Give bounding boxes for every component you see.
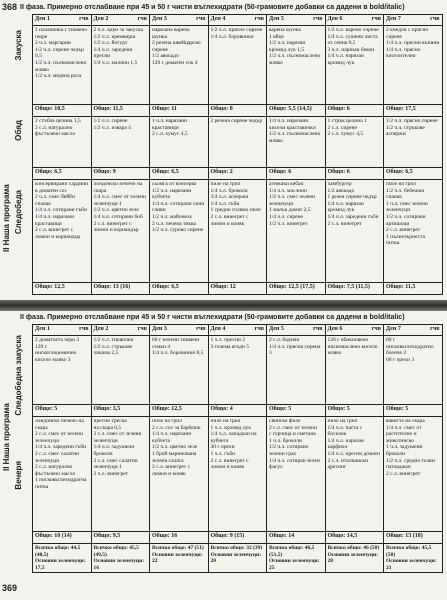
day-header bbox=[91, 325, 150, 336]
phase-title: II фаза. Примерно отслабване при 45 и 50 г чисти въглехидрати (50-грамовите добавки са дадени в bold/italic) bbox=[20, 314, 405, 321]
meal-items: пиле на грил 1 ч.л. кромид лук 1/4 ч.л. лападкан на кубчета 30 г орехи 1 ч.л. гъби 2 с.л. винегрет с лимон и коняк bbox=[210, 418, 257, 471]
meal-row bbox=[33, 336, 443, 405]
meal-label: Обяд bbox=[14, 120, 23, 141]
meal-cell bbox=[267, 180, 326, 283]
meal-items: 1/2 ч.л. прясно сирене 1/2 ч.л. стръкове аспержи bbox=[386, 118, 438, 138]
meal-cell bbox=[208, 180, 267, 283]
total-cell: Общо: 13 (16) bbox=[91, 283, 150, 295]
meal-items: пиле на грил 1/4 ч.л. паста с босилек 1/4 ч.л. нарязан карфиол 1/4 ч.л. пресни домати 2 с.л. италиански дресинг bbox=[327, 418, 381, 471]
unit-label: гчв bbox=[196, 326, 206, 332]
total-cell: Общо: 6 bbox=[325, 105, 384, 117]
meal-row bbox=[33, 26, 443, 105]
meal-cell bbox=[384, 117, 443, 168]
total-cell: Общо: 6,5 bbox=[150, 168, 209, 180]
meal-items: 1/4 ч.л. нарязани кисели краставички 1/2 ч.л. пълномаслено мляко bbox=[269, 118, 321, 144]
day-label: Ден 7 bbox=[386, 16, 401, 22]
meal-cell bbox=[33, 417, 92, 532]
total-cell: Общо: 8 bbox=[208, 105, 267, 117]
day-header bbox=[33, 325, 92, 336]
day-header bbox=[33, 15, 92, 26]
meal-items: свинско филе 2 с.л. смес от зелени с горчица и сметана 1 ч.л. броколи 1/2 ч.л. сотирано зелени грах 1/4 ч.л. сотиран зелен фасул bbox=[269, 418, 320, 471]
day-header bbox=[150, 15, 209, 26]
total-cell: Общо: 2 bbox=[208, 168, 267, 180]
meal-cell bbox=[384, 336, 443, 405]
summary-cell bbox=[267, 544, 326, 573]
meal-items: пиле на грил 1/4 ч.л. броколи 3/4 ч.л. аспержи 1/4 ч.л. гъби 1 средно голямо пиле 2 с.л. винегрет с лимон и коняк bbox=[210, 181, 261, 227]
day-label: Ден 6 bbox=[327, 326, 343, 332]
totals-row bbox=[33, 283, 443, 295]
meal-items: 1 ч.л. нарязани краставици 2 с.л. хумус 4,5 bbox=[152, 118, 188, 138]
meal-items: 2 с.л. бадеми 1/4 ч.л. прясна сирена 3 bbox=[269, 337, 321, 357]
meal-cell bbox=[325, 26, 384, 105]
meal-cell bbox=[91, 26, 150, 105]
summary-text: Всичко общо: 45,5 (50) Основни зеленчуци: 21 bbox=[386, 545, 437, 571]
total-cell: Общо: 17,5 bbox=[384, 105, 443, 117]
unit-label: гчв bbox=[137, 16, 147, 22]
total-cell: Общо: 5 bbox=[33, 405, 92, 417]
total-cell: Общо: 12,5 (17,5) bbox=[267, 283, 326, 295]
day-header bbox=[267, 15, 326, 26]
meal-cell bbox=[384, 26, 443, 105]
meal-items: 1 палачинка с тиквено пюре 2 ч.л. маргарин 1/2 ч.л. сирене чедър 0,5 1/2 ч.л. пълномаслено мляко 1/2 ч.л. медена роса bbox=[35, 27, 88, 80]
total-cell: Общо: 9 (15) bbox=[208, 532, 267, 544]
meal-row bbox=[33, 180, 443, 283]
meal-items: лондонско печено на скара 2 с.л. смес от зелени зеленчуци 1/4 ч.л. заредени гъби 2 с.л. смес салатни зеленчуци 2 с.л. натурално фъстъчено масло 1 нисковъглехидратна питка bbox=[35, 418, 87, 490]
day-header bbox=[325, 325, 384, 336]
day-label: Ден 2 bbox=[93, 16, 109, 22]
meal-items: пресни треска на скара 0,5 2 с.л. смес от зелени зеленчуци 1/4 ч.л. задушени броколи 2 с.л. смес салатни зеленчуци 1 2 ч.л. винегрет bbox=[93, 418, 142, 477]
meal-cell bbox=[91, 336, 150, 405]
meal-cell bbox=[33, 180, 92, 283]
meal-label: Закуска bbox=[14, 30, 23, 61]
summary-text: Всичко общо: 44,5 (48,5) Основни зеленчуци: 17,5 bbox=[35, 545, 86, 571]
summary-text: Всичко общо: 46 (50) Основни зеленчуци: 20 bbox=[327, 545, 380, 565]
summary-cell bbox=[208, 544, 267, 573]
meal-items: варена шунка 1 яйце 1/2 ч.л. нарязан кромид лук 1,5 1/2 ч.л. пълномаслено мляко bbox=[269, 27, 321, 66]
meal-cell bbox=[33, 336, 92, 405]
meal-cell bbox=[267, 26, 326, 105]
total-cell: Общо: 12 bbox=[208, 283, 267, 295]
total-cell: Общо: 6 bbox=[325, 168, 384, 180]
unit-label: гчв bbox=[371, 326, 381, 332]
unit-label: гчв bbox=[313, 326, 323, 332]
meal-cell bbox=[325, 336, 384, 405]
day-label: Ден 1 bbox=[35, 326, 50, 332]
day-label: Ден 6 bbox=[327, 16, 343, 22]
meal-items: агнешки кебап 1/4 ч.л. маслини 1/2 ч.л. смес зелени зеленчуци 1 малък домат 2,5 1/4 ч.л. сирене 1/2 ч.л. винегрет bbox=[269, 181, 316, 227]
summary-text: Всичко общо: 45,5 (49,5) Основни зеленчуци: 16 bbox=[93, 545, 145, 571]
meal-cell bbox=[208, 117, 267, 168]
meal-row bbox=[33, 117, 443, 168]
meal-cell bbox=[91, 180, 150, 283]
meal-items: 2 резена сирене чедър bbox=[210, 118, 263, 124]
meal-items: 2 ч.л. ядки за закуска 1/2 ч.л. кремвирш 1/2 ч.л. йогурт 1/4 ч.л. заредени пресни 1/4 ч.л. малини 1,5 bbox=[93, 27, 143, 66]
total-cell: Общо: 14,5 bbox=[325, 532, 384, 544]
totals-row bbox=[33, 168, 443, 180]
day-label: Ден 4 bbox=[210, 326, 226, 332]
meal-cell bbox=[150, 180, 209, 283]
meal-items: консервирани сардини в доматен сос 2 ч.л. смес бейби спанак 1/4 ч.л. сотирани гъби 1/4 ч.л. нарязани краставици 2 с.л. винегрет с лимон и кориандър bbox=[35, 181, 89, 240]
day-header bbox=[325, 15, 384, 26]
totals-row bbox=[33, 532, 443, 544]
meal-items: 120 г обикновено нискомаслено кисело мляко bbox=[327, 337, 379, 357]
summary-row bbox=[33, 544, 443, 573]
meal-row bbox=[33, 417, 443, 532]
unit-label: гчв bbox=[137, 326, 147, 332]
unit-label: гчв bbox=[313, 16, 323, 22]
day-header bbox=[208, 325, 267, 336]
day-label: Ден 5 bbox=[269, 326, 284, 332]
summary-cell bbox=[150, 544, 209, 573]
day-header bbox=[91, 15, 150, 26]
meal-cell bbox=[208, 336, 267, 405]
unit-label: гчв bbox=[430, 16, 440, 22]
meal-items: 60 г нисковъглехидратно бленче 2 60 г орехи 3 bbox=[386, 337, 434, 363]
meal-items: 60 г печени тиквени семки 4 1/4 ч.л. боровинки 8,5 bbox=[152, 337, 204, 357]
total-cell: Общо: 11,5 bbox=[91, 105, 150, 117]
total-cell: Общо: 3,5 bbox=[91, 405, 150, 417]
total-cell: Общо: 11 bbox=[150, 105, 209, 117]
total-cell: Общо: 6,5 bbox=[33, 168, 92, 180]
total-cell: Общо: 6,5 bbox=[384, 168, 443, 180]
total-cell: Общо: 13 (18) bbox=[384, 532, 443, 544]
side-heading: II Наша програма bbox=[2, 184, 11, 252]
unit-label: гчв bbox=[254, 16, 264, 22]
unit-label: гчв bbox=[79, 326, 89, 332]
total-cell: Общо: 16 bbox=[150, 532, 209, 544]
meal-cell bbox=[384, 417, 443, 532]
total-cell: Общо: 12,5 bbox=[150, 405, 209, 417]
meal-plan-table bbox=[32, 14, 443, 295]
day-header bbox=[150, 325, 209, 336]
meal-cell bbox=[208, 26, 267, 105]
meal-cell bbox=[325, 417, 384, 532]
unit-label: гчв bbox=[371, 16, 381, 22]
meal-cell bbox=[267, 117, 326, 168]
total-cell: Общо: 5 bbox=[384, 405, 443, 417]
meal-cell bbox=[91, 417, 150, 532]
day-label: Ден 4 bbox=[210, 16, 226, 22]
meal-cell bbox=[33, 26, 92, 105]
meal-items: 1/2 ч.л. прясно сирене 1/4 ч.л. боровинки bbox=[210, 27, 263, 40]
total-cell: Общо: 5 bbox=[267, 405, 326, 417]
meal-cell bbox=[267, 336, 326, 405]
total-cell: Общо: 9,5 bbox=[91, 532, 150, 544]
meal-items: 2 кнедли с прясно сирене 1/4 ч.л. пресни къпини 1/4 ч.л. прясно киселително bbox=[386, 27, 440, 60]
unit-label: гчв bbox=[430, 326, 440, 332]
meal-cell bbox=[91, 117, 150, 168]
page-number: 369 bbox=[2, 583, 18, 593]
day-header bbox=[208, 15, 267, 26]
phase-title: II фаза. Примерно отслабване при 45 и 50 г чисти въглехидрати (50-грамовите добавки са дадени в bold/italic) bbox=[20, 4, 405, 11]
meal-label: Вечеря bbox=[14, 461, 23, 490]
meal-items: пиле на грил 2 с.л. сос за барбекю 1/4 ч.л. нарязани кубчета 1/2 ч.л. цветно зеле 1 брой маринована зелена салата 2 с.л. винегрет с лимон и коняк bbox=[152, 418, 201, 477]
meal-cell bbox=[150, 417, 209, 532]
day-header bbox=[267, 325, 326, 336]
meal-items: 1/2 ч.л. тиквички 1/2 ч.л. стръкове хикама 2,5 bbox=[93, 337, 134, 357]
day-label: Ден 2 bbox=[93, 326, 109, 332]
meal-label: Следобедна закуска bbox=[14, 335, 23, 416]
day-label: Ден 5 bbox=[269, 16, 284, 22]
meal-items: нарязана варена шунка 2 резена швейцарско сирене 1/2 авокадо 120 г доматен сок 4 bbox=[152, 27, 201, 66]
day-label: Ден 1 bbox=[35, 16, 50, 22]
header-row bbox=[33, 325, 443, 336]
total-cell: Общо: 6 bbox=[267, 168, 326, 180]
meal-items: 1/2 ч.л. сирене 1/2 ч.л. извара 4 bbox=[93, 118, 131, 131]
meal-cell bbox=[33, 117, 92, 168]
day-header bbox=[384, 325, 443, 336]
totals-row bbox=[33, 105, 443, 117]
meal-cell bbox=[325, 180, 384, 283]
summary-cell bbox=[325, 544, 384, 573]
total-cell: Общо: 12,5 bbox=[33, 283, 92, 295]
unit-label: гчв bbox=[79, 16, 89, 22]
meal-items: вависта на скара 1/4 ч.л. смес от растително и животинско 1 ч.л. задушени броколи 1/2 ч.л. средно голям патладжан 2 с.л. винегрет bbox=[386, 418, 436, 477]
day-label: Ден 3 bbox=[152, 326, 167, 332]
summary-text: Всичко общо: 32 (39) Основни зеленчуци: 20 bbox=[210, 545, 263, 565]
meal-items: хамбургер 1/2 авокадо 1 резен сирене чедър 1/4 ч.л. нарязан кромид лук 1/4 ч.л. заредени гъби 2 с.л. винегрет bbox=[327, 181, 379, 227]
side-heading: II Наша програма bbox=[2, 403, 11, 471]
total-cell: Общо: 4 bbox=[208, 405, 267, 417]
meal-items: лондонско печено на скара 1/4 ч.л. смес от зелени зеленчуци 1 1/2 ч.л. цветно зеле 1/4 ч.л. сотирани боб 2 с.л. винегрет с лимон и кориандър bbox=[93, 181, 146, 234]
day-header bbox=[384, 15, 443, 26]
day-label: Ден 3 bbox=[152, 16, 167, 22]
total-cell: Общо: 6,5 bbox=[150, 283, 209, 295]
summary-cell bbox=[33, 544, 92, 573]
meal-items: 2 стъбла целина 1,5 2 с.л. натурално фъстъчено масло bbox=[35, 118, 81, 138]
meal-cell bbox=[325, 117, 384, 168]
total-cell: Общо: 14 bbox=[267, 532, 326, 544]
total-cell: Общо: 10 (14) bbox=[33, 532, 92, 544]
summary-cell bbox=[91, 544, 150, 573]
total-cell: Общо: 9 bbox=[91, 168, 150, 180]
total-cell: Общо: 5,5 (14,5) bbox=[267, 105, 326, 117]
meal-cell bbox=[208, 417, 267, 532]
totals-row bbox=[33, 405, 443, 417]
total-cell: Общо: 11,5 bbox=[384, 283, 443, 295]
total-cell: Общо: 10,5 bbox=[33, 105, 92, 117]
meal-plan-table bbox=[32, 324, 443, 573]
meal-label: Следобеда bbox=[14, 190, 23, 235]
meal-cell bbox=[150, 26, 209, 105]
summary-text: Всичко общо: 46,5 (51,5) Основни зеленчуци: 25 bbox=[269, 545, 320, 571]
header-row bbox=[33, 15, 443, 26]
meal-cell bbox=[150, 336, 209, 405]
meal-cell bbox=[384, 180, 443, 283]
meal-items: пиле на грил 1/2 ч.л. бебешки спанак 1 ч.л. смес зелени зеленчуци 1/2 ч.л. сотирани артишоци 2 с.л. винегрет 1 пълнозърнеста питка bbox=[386, 181, 428, 247]
total-cell: Общо: 5 bbox=[325, 405, 384, 417]
unit-label: гчв bbox=[196, 16, 206, 22]
summary-cell bbox=[384, 544, 443, 573]
meal-items: 1 стрък целина 1 2 с.л. сирене 2 с.л. хумус 4,5 bbox=[327, 118, 367, 138]
meal-cell bbox=[150, 117, 209, 168]
meal-items: 1 ч.л. пресни 2 3 голема ягоди 5 bbox=[210, 337, 249, 350]
meal-items: сьомга от консерва 1/2 ч.л. нарязани кубчета 1/4 ч.л. сотирани сини сливи 1/2 ч.л. майонеза 2 ч.л. печена тиква 1/2 ч.л. сурово сирене bbox=[152, 181, 205, 234]
meal-cell bbox=[267, 417, 326, 532]
page-number: 368 bbox=[2, 2, 18, 12]
total-cell: Общо: 7,5 (11,5) bbox=[325, 283, 384, 295]
meal-items: 1/2 ч.л. варено сирене 1/4 ч.л. сушени листа от сенна 0,5 3 ч.л. нарязан бекон 1/4 ч.л. нарязан кромид лук bbox=[327, 27, 379, 66]
day-label: Ден 7 bbox=[386, 326, 401, 332]
bottom-page bbox=[0, 311, 447, 600]
meal-items: 2 доматчета чери 2 120 г нискоглицемично кисело мляко 3 bbox=[35, 337, 80, 363]
summary-text: Всичко общо: 47 (51) Основни зеленчуци: 22 bbox=[152, 545, 204, 565]
unit-label: гчв bbox=[254, 326, 264, 332]
